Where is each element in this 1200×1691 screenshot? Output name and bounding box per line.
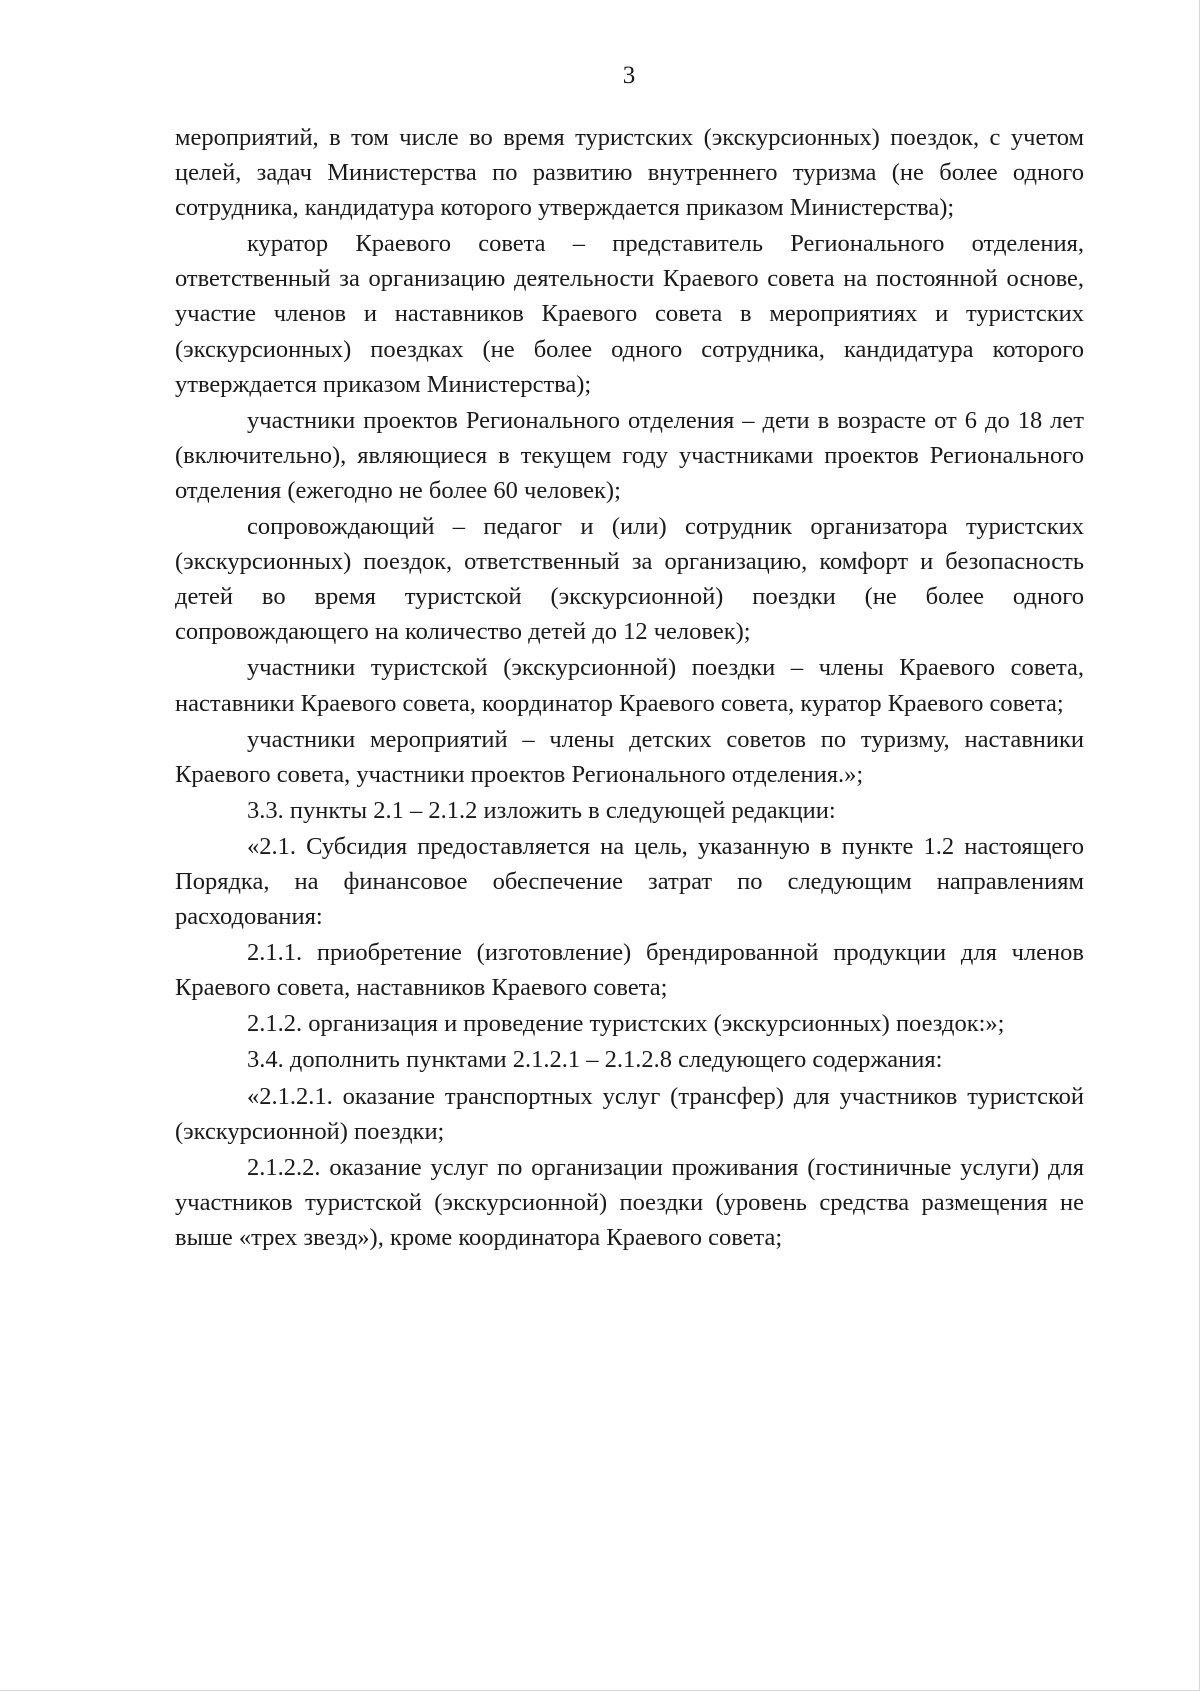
- paragraph-escort-definition: сопровождающий – педагог и (или) сотрудник организатора туристских (экскурсионных) поездок, ответственный за организацию, комфорт и безопасность детей во время туристской (экскурсионной) поездки (не более одного сопровождающего на количество детей до 12 человек);: [175, 513, 1084, 646]
- paragraph-event-participants-definition: участники мероприятий – члены детских советов по туризму, наставники Краевого совета, участники проектов Регионального отделения.»;: [175, 725, 1084, 788]
- paragraph-trip-participants-definition: участники туристской (экскурсионной) поездки – члены Краевого совета, наставники Краевого совета, координатор Краевого совета, куратор Краевого совета;: [175, 654, 1084, 717]
- document-body: [175, 120, 1084, 1255]
- paragraph-clause-2-1-2: 2.1.2. организация и проведение туристских (экскурсионных) поездок:»;: [247, 1010, 1005, 1038]
- paragraph-clause-2-1-2-2: 2.1.2.2. оказание услуг по организации проживания (гостиничные услуги) для участников туристской (экскурсионной) поездки (уровень средства размещения не выше «трех звезд»), кроме координатора Краевого совета;: [175, 1153, 1084, 1251]
- page-number: 3: [622, 62, 636, 89]
- paragraph-clause-2-1: «2.1. Субсидия предоставляется на цель, указанную в пункте 1.2 настоящего Порядка, на финансовое обеспечение затрат по следующим направлениям расходования:: [175, 832, 1084, 931]
- paragraph-curator-definition: куратор Краевого совета – представитель Регионального отделения, ответственный за организацию деятельности Краевого совета на постоянной основе, участие членов и наставников Краевого совета в мероприятиях и туристских (экскурсионных) поездках (не более одного сотрудника, кандидатура которого утверждается приказом Министерства);: [175, 230, 1084, 398]
- paragraph-clause-3-4: 3.4. дополнить пунктами 2.1.2.1 – 2.1.2.8 следующего содержания:: [247, 1046, 943, 1074]
- paragraph-clause-2-1-2-1: «2.1.2.1. оказание транспортных услуг (трансфер) для участников туристской (экскурсионной) поездки;: [175, 1082, 1084, 1145]
- paragraph-clause-3-3: 3.3. пункты 2.1 – 2.1.2 изложить в следующей редакции:: [247, 796, 836, 824]
- paragraph-continuation: мероприятий, в том числе во время туристских (экскурсионных) поездок, с учетом целей, задач Министерства по развитию внутреннего туризма (не более одного сотрудника, кандидатура которого утверждается приказом Министерства);: [175, 124, 1084, 222]
- paragraph-project-participants-definition: участники проектов Регионального отделения – дети в возрасте от 6 до 18 лет (включительно), являющиеся в текущем году участниками проектов Регионального отделения (ежегодно не более 60 человек);: [175, 406, 1084, 504]
- paragraph-clause-2-1-1: 2.1.1. приобретение (изготовление) брендированной продукции для членов Краевого совета, наставников Краевого совета;: [175, 939, 1084, 1002]
